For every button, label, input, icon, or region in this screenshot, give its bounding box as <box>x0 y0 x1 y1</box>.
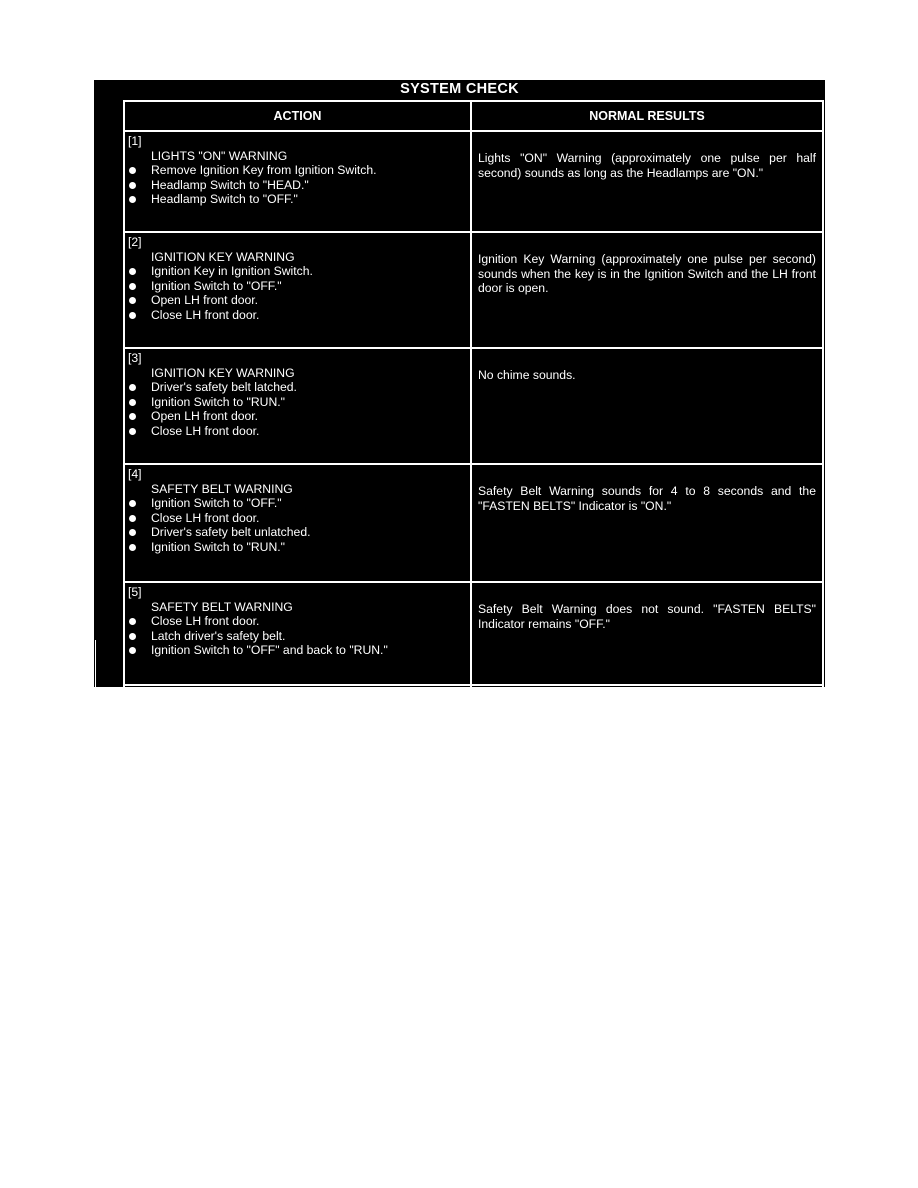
bullet-icon <box>129 544 136 551</box>
bullet-icon <box>129 413 136 420</box>
list-item <box>125 192 470 207</box>
bullet-icon <box>129 384 136 391</box>
step-number: [4] <box>128 467 142 481</box>
step-list <box>125 717 470 746</box>
step-title: IGNITION KEY WARNING <box>151 365 295 380</box>
list-item <box>125 511 470 526</box>
bullet-icon <box>129 515 136 522</box>
bullet-icon <box>129 283 136 290</box>
result-text: Lights "ON" Warning (approximately one pulse per half second) sounds as long as the Headlamps are "ON." <box>478 151 816 180</box>
result-text: No chime sounds. <box>478 368 576 382</box>
list-item <box>125 279 470 294</box>
step-title: SAFETY BELT WARNING <box>151 481 293 496</box>
list-item <box>125 163 470 178</box>
result-text: Safety Belt Warning does not sound. "FASTEN BELTS" Indicator remains "OFF." <box>478 602 816 631</box>
step-text: Close LH front door. <box>151 307 260 322</box>
list-item <box>125 717 470 732</box>
step-list <box>125 614 470 658</box>
table-row <box>124 131 823 232</box>
bullet-icon <box>129 633 136 640</box>
result-text: Safety Belt Warning sounds for 4 to 8 seconds and the "FASTEN BELTS" Indicator is "ON." <box>478 484 816 513</box>
step-text: Headlamp Switch to "OFF." <box>151 192 298 207</box>
list-item <box>125 732 470 747</box>
step-number: [3] <box>128 351 142 365</box>
step-text: Remove Ignition Key from Ignition Switch. <box>151 163 377 178</box>
bullet-icon <box>129 297 136 304</box>
result-cell <box>471 464 823 582</box>
list-item <box>125 424 470 439</box>
action-cell <box>124 348 471 464</box>
step-text: Drive Vehicle and activate Turn Signal <box>151 717 357 732</box>
bullet-icon <box>129 529 136 536</box>
bullet-icon <box>129 618 136 625</box>
step-list <box>125 380 470 438</box>
step-text: Latch driver's safety belt. <box>151 628 286 643</box>
action-cell <box>124 131 471 232</box>
action-cell <box>124 582 471 685</box>
step-text: Open LH front door. <box>151 409 259 424</box>
list-item <box>125 395 470 410</box>
list-item <box>125 308 470 323</box>
list-item <box>125 409 470 424</box>
bullet-icon <box>129 500 136 507</box>
step-text: Open LH front door. <box>151 293 259 308</box>
step-text: Ignition Key in Ignition Switch. <box>151 264 313 279</box>
step-text: Ignition Switch to "OFF." <box>151 496 282 511</box>
bullet-icon <box>129 736 136 743</box>
action-cell <box>124 464 471 582</box>
step-list <box>125 163 470 207</box>
table-row <box>124 232 823 348</box>
action-cell <box>124 232 471 348</box>
result-text: Ignition Key Warning (approximately one pulse per second) sounds when the key is in the Ignition Switch and the LH front door is open. <box>478 252 816 296</box>
step-text: Headlamp Switch to "HEAD." <box>151 177 309 192</box>
list-item <box>125 629 470 644</box>
system-check-table <box>123 100 824 769</box>
bullet-icon <box>129 196 136 203</box>
step-title: IGNITION KEY WARNING <box>151 249 295 264</box>
result-cell <box>471 232 823 348</box>
step-title: TURN SIGNAL REMINDER <box>151 702 301 717</box>
table-row <box>124 348 823 464</box>
list-item <box>125 178 470 193</box>
step-list <box>125 496 470 554</box>
list-item <box>125 643 470 658</box>
table-row <box>124 582 823 685</box>
step-list <box>125 264 470 322</box>
step-text: Ignition Switch to "RUN." <box>151 394 285 409</box>
list-item <box>125 525 470 540</box>
step-text: Leave Turn Signal on for 3/4 mile. <box>151 731 334 746</box>
edge-mark <box>95 640 96 687</box>
result-cell <box>471 348 823 464</box>
step-text: Driver's safety belt unlatched. <box>151 525 311 540</box>
step-title: LIGHTS "ON" WARNING <box>151 148 288 163</box>
table-row <box>124 685 823 768</box>
system-check-panel <box>94 80 825 746</box>
step-title: SAFETY BELT WARNING <box>151 599 293 614</box>
step-text: Close LH front door. <box>151 614 260 629</box>
step-text: Ignition Switch to "RUN." <box>151 539 285 554</box>
result-cell <box>471 582 823 685</box>
list-item <box>125 293 470 308</box>
table-header-row <box>124 101 823 131</box>
list-item <box>125 540 470 555</box>
list-item <box>125 496 470 511</box>
step-number: [6] <box>128 688 142 702</box>
bullet-icon <box>129 312 136 319</box>
step-number: [5] <box>128 585 142 599</box>
bullet-icon <box>129 182 136 189</box>
bullet-icon <box>129 167 136 174</box>
step-text: Close LH front door. <box>151 423 260 438</box>
bullet-icon <box>129 721 136 728</box>
result-text: Turn Signal "ON" Chime sounds until Turn Signal is turned "OFF." <box>478 705 816 734</box>
step-number: [1] <box>128 134 142 148</box>
bullet-icon <box>129 399 136 406</box>
step-text: Driver's safety belt latched. <box>151 380 297 395</box>
list-item <box>125 614 470 629</box>
action-cell <box>124 685 471 768</box>
list-item <box>125 380 470 395</box>
results-column-header: NORMAL RESULTS <box>471 101 823 131</box>
step-text: Ignition Switch to "OFF." <box>151 278 282 293</box>
page-title: SYSTEM CHECK <box>400 81 519 97</box>
step-number: [2] <box>128 235 142 249</box>
result-cell <box>471 131 823 232</box>
step-text: Close LH front door. <box>151 510 260 525</box>
table-body <box>124 131 823 768</box>
list-item <box>125 264 470 279</box>
result-cell <box>471 685 823 768</box>
bullet-icon <box>129 268 136 275</box>
bullet-icon <box>129 428 136 435</box>
step-text: Ignition Switch to "OFF" and back to "RUN." <box>151 643 388 658</box>
bullet-icon <box>129 647 136 654</box>
table-row <box>124 464 823 582</box>
action-column-header: ACTION <box>124 101 471 131</box>
